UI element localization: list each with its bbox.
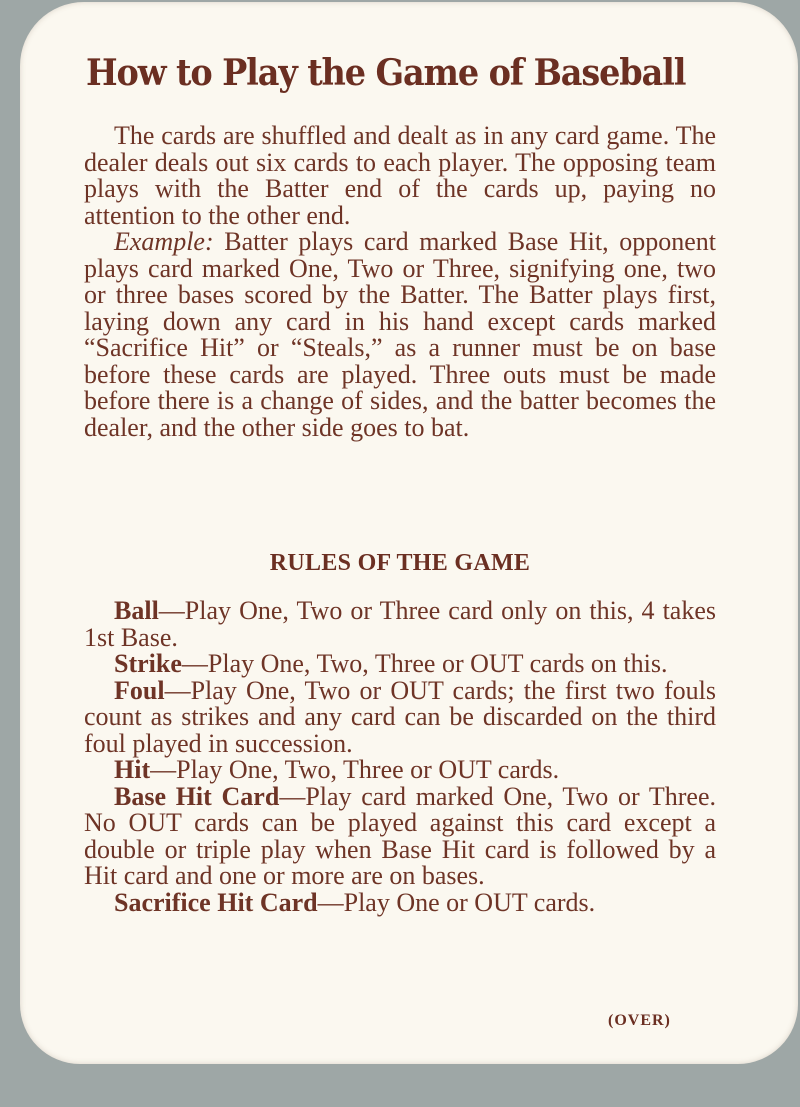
rule-sacrifice-hit-card	[84, 887, 716, 917]
rule-term: Hit	[114, 755, 151, 784]
example-text: Batter plays card marked Base Hit, opponent plays card marked One, Two or Three, signifying one, two or three bases scored by the Batter. The Batter plays first, laying down any card in his hand except cards marked “Sacrifice Hit” or “Steals,” as a runner must be on base before these cards are played. Three outs must be made before there is a change of sides, and the batter becomes the dealer, and the other side goes to bat.	[84, 227, 716, 442]
intro-section	[84, 123, 716, 441]
rule-text: —Play One, Two or OUT cards; the first two fouls count as strikes and any card can be discarded on the third foul played in succession.	[84, 675, 716, 758]
rule-text: —Play One, Two or Three card only on this, 4 takes 1st Base.	[84, 596, 716, 652]
rule-strike	[84, 651, 716, 678]
rule-term: Foul	[114, 675, 165, 705]
rule-ball	[84, 598, 716, 651]
rule-term: Sacrifice Hit Card	[114, 887, 318, 917]
rule-hit	[84, 757, 716, 784]
rule-text: —Play One, Two, Three or OUT cards.	[150, 755, 560, 784]
example-paragraph	[84, 229, 716, 441]
rule-base-hit-card	[84, 781, 716, 890]
example-label: Example:	[114, 227, 214, 256]
intro-paragraph: The cards are shuffled and dealt as in any card game. The dealer deals out six cards to each player. The opposing team plays with the Batter end of the cards up, paying no attention to the other end.	[84, 121, 716, 230]
rule-text: —Play card marked One, Two or Three. No OUT cards can be played against this card except a double or triple play when Base Hit card is followed by a Hit card and one or more are on bases.	[84, 781, 716, 890]
rule-term: Strike	[114, 649, 182, 678]
rule-term: Ball	[114, 596, 159, 625]
page-title: How to Play the Game of Baseball	[86, 52, 686, 94]
rule-text: —Play One, Two, Three or OUT cards on this.	[181, 649, 668, 678]
rule-foul	[84, 675, 716, 758]
rule-term: Base Hit Card	[114, 781, 280, 811]
over-note: (OVER)	[608, 1012, 671, 1029]
rules-section	[84, 598, 716, 916]
rule-text: —Play One or OUT cards.	[317, 887, 596, 917]
rules-heading: RULES OF THE GAME	[269, 550, 531, 576]
